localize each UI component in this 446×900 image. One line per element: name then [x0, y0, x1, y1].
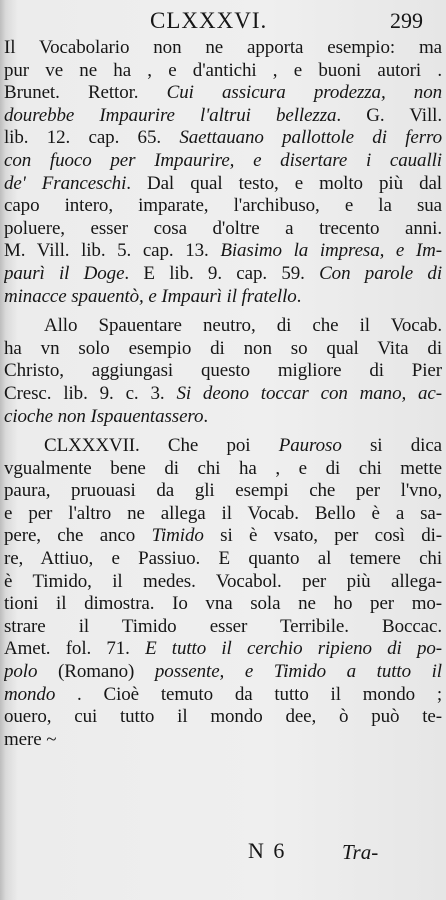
running-head — [0, 6, 446, 34]
text-run: (Romano) — [37, 661, 155, 683]
text-run: si dica — [341, 435, 442, 457]
italic-run: cioche non Ispauentassero — [4, 405, 204, 427]
catchword: Tra- — [342, 840, 379, 864]
text-line — [4, 661, 442, 684]
text-line — [4, 60, 442, 83]
text-line — [4, 82, 442, 105]
italic-run: polo — [4, 661, 38, 683]
page-footer — [0, 838, 446, 868]
text-line — [4, 406, 442, 429]
text-line — [4, 195, 442, 218]
text-run: strare il Timido esser Terribile. Boccac. — [4, 615, 442, 637]
text-line — [4, 383, 442, 406]
text-line — [4, 684, 442, 707]
text-run: Christo, aggiungasi questo migliore di Pier — [4, 360, 442, 382]
text-run: ha vn solo esempio di non so qual Vita di — [4, 337, 442, 359]
text-run: . — [296, 285, 302, 307]
text-line — [4, 616, 442, 639]
text-line — [4, 638, 442, 661]
italic-run: Saettauano pallottole di ferro — [179, 127, 442, 149]
text-body — [4, 37, 442, 751]
italic-run: dourebbe Impaurire l'altrui bellezza — [4, 104, 337, 126]
text-run: Brunet. Rettor. — [4, 82, 167, 104]
text-run: lib. 12. cap. 65. — [4, 127, 180, 149]
italic-run: paurì il Doge — [4, 262, 125, 284]
text-run: Cresc. lib. 9. c. 3. — [4, 382, 177, 404]
italic-run: Timido — [151, 525, 204, 547]
text-line — [4, 338, 442, 361]
italic-run: Si deono toccar con mano, ac- — [176, 382, 442, 404]
text-run: . Dal qual testo, e molto più dal — [126, 172, 442, 194]
text-line — [4, 360, 442, 383]
text-line — [4, 548, 442, 571]
italic-run: possente, e Timido a tutto il — [154, 661, 442, 683]
italic-run: minacce spauentò, e Impaurì il fratello — [4, 285, 297, 307]
text-run: . Cioè temuto da tutto il mondo ; — [55, 683, 442, 705]
italic-run: mondo — [4, 683, 56, 705]
text-line — [4, 571, 442, 594]
section-number: CLXXXVI. — [150, 8, 268, 33]
italic-run: Con parole di — [319, 262, 442, 284]
italic-run: Biasimo la impresa, e Im- — [220, 240, 442, 262]
text-line — [4, 729, 442, 752]
text-run: ouero, cui tutto il mondo dee, ò può te- — [4, 706, 442, 728]
text-line — [4, 286, 442, 309]
text-run: capo intero, imparate, l'archibuso, e la sua — [4, 195, 442, 217]
text-run: re, Attiuo, e Passiuo. E quanto al temere chi — [4, 548, 442, 570]
text-line — [4, 127, 442, 150]
text-run: Allo Spauentare neutro, di che il Vocab. — [44, 315, 442, 337]
text-run: mere ~ — [4, 728, 57, 750]
text-line — [4, 525, 442, 548]
italic-run: con fuoco per Impaurire, e disertare i caualli — [4, 149, 442, 171]
text-line — [4, 458, 442, 481]
text-line — [4, 150, 442, 173]
text-run: . G. Vill. — [336, 104, 442, 126]
text-line — [4, 480, 442, 503]
text-run: pur ve ne ha , e d'antichi , e buoni autori . — [4, 59, 442, 81]
text-line — [4, 706, 442, 729]
text-line — [4, 593, 442, 616]
text-line — [4, 503, 442, 526]
text-run: si è vsato, per così di- — [203, 525, 442, 547]
text-line — [4, 240, 442, 263]
text-run: e per l'altro ne allega il Vocab. Bello è a sa- — [4, 502, 442, 524]
text-run: M. Vill. lib. 5. cap. 13. — [4, 240, 221, 262]
text-run: Amet. fol. 71. — [4, 638, 146, 660]
text-run: . E lib. 9. cap. 59. — [124, 262, 320, 284]
text-run: poluere, esser cosa d'oltre a trecento anni. — [4, 217, 442, 239]
italic-run: de' Franceschi — [4, 172, 127, 194]
signature-mark: N 6 — [248, 838, 287, 863]
italic-run: Cui assicura prodezza, non — [166, 82, 442, 104]
text-run: paura, pruouasi da gli esempi che per l'vno, — [4, 480, 442, 502]
italic-run: E tutto il cerchio ripieno di po- — [145, 638, 442, 660]
italic-run: Pauroso — [278, 435, 342, 457]
text-run: pere, che anco — [4, 525, 152, 547]
text-line — [4, 435, 442, 458]
text-run: tioni il dimostra. Io vna sola ne ho per mo- — [4, 593, 442, 615]
text-run: Il Vocabolario non ne apporta esempio: ma — [4, 37, 442, 58]
text-run: . — [203, 405, 209, 427]
text-line — [4, 315, 442, 338]
text-line — [4, 263, 442, 286]
text-run: è Timido, il medes. Vocabol. per più allega- — [4, 570, 442, 592]
text-run: vgualmente bene di chi ha , e di chi mette — [4, 457, 442, 479]
page-number: 299 — [390, 8, 423, 33]
text-line — [4, 105, 442, 128]
text-run: CLXXXVII. Che poi — [44, 435, 279, 457]
text-line — [4, 173, 442, 196]
text-line — [4, 37, 442, 60]
text-line — [4, 218, 442, 241]
